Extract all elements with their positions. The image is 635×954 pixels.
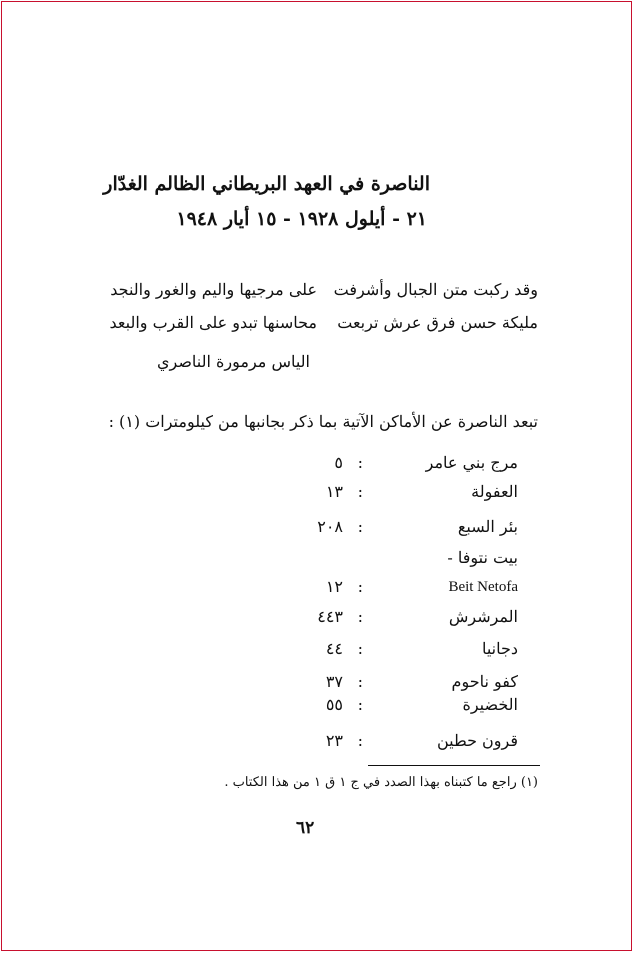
place-name: كفو ناحوم	[451, 672, 518, 691]
place-distance: ١٣	[325, 482, 343, 501]
poem-line-2-first-hemistich: مليكة حسن فرق عرش تربعت	[337, 313, 538, 332]
place-distance: ٥	[334, 453, 343, 472]
footnote-divider	[368, 765, 540, 766]
place-colon: :	[357, 672, 363, 691]
place-distance: ٥٥	[325, 695, 343, 714]
poem-line-2-second-hemistich: محاسنها تبدو على القرب والبعد	[109, 313, 317, 332]
page-number: ٦٢	[296, 818, 315, 838]
place-name: العفولة	[471, 482, 518, 501]
place-distance: ٢٣	[325, 731, 343, 750]
place-name-latin: Beit Netofa	[448, 579, 518, 595]
place-colon: :	[357, 639, 363, 658]
place-colon: :	[357, 453, 363, 472]
place-distance: ٤٤٣	[317, 607, 343, 626]
chapter-dates: ٢١ - أيلول ١٩٢٨ - ١٥ أيار ١٩٤٨	[176, 208, 427, 230]
place-name: مرج بني عامر	[425, 453, 518, 472]
place-colon: :	[357, 482, 363, 501]
place-colon: :	[357, 731, 363, 750]
place-name: قرون حطين	[436, 731, 518, 750]
distances-intro: تبعد الناصرة عن الأماكن الآتية بما ذكر بجانبها من كيلومترات (١) :	[108, 412, 538, 431]
poem-line-1-first-hemistich: وقد ركبت متن الجبال وأشرفت	[333, 280, 538, 299]
place-name: بيت نتوفا -	[447, 548, 518, 567]
place-distance: ٢٠٨	[317, 517, 343, 536]
poet-name: الياس مرمورة الناصري	[156, 352, 310, 371]
place-colon: :	[357, 695, 363, 714]
place-distance: ١٢	[325, 577, 343, 596]
place-name: المرشرش	[448, 607, 518, 626]
footnote: (١) راجع ما كتبناه بهذا الصدد في ج ١ ق ١ من هذا الكتاب .	[224, 775, 538, 790]
page-border	[1, 1, 632, 951]
place-name: دجانيا	[481, 639, 518, 658]
poem-line-1-second-hemistich: على مرجيها واليم والغور والنجد	[110, 280, 317, 299]
chapter-title: الناصرة في العهد البريطاني الظالم الغدّار	[103, 173, 430, 195]
place-colon: :	[357, 577, 363, 596]
place-colon: :	[357, 607, 363, 626]
place-distance: ٤٤	[325, 639, 343, 658]
place-name: الخضيرة	[462, 695, 518, 714]
place-name: بئر السبع	[457, 517, 518, 536]
place-distance: ٣٧	[325, 672, 343, 691]
place-colon: :	[357, 517, 363, 536]
